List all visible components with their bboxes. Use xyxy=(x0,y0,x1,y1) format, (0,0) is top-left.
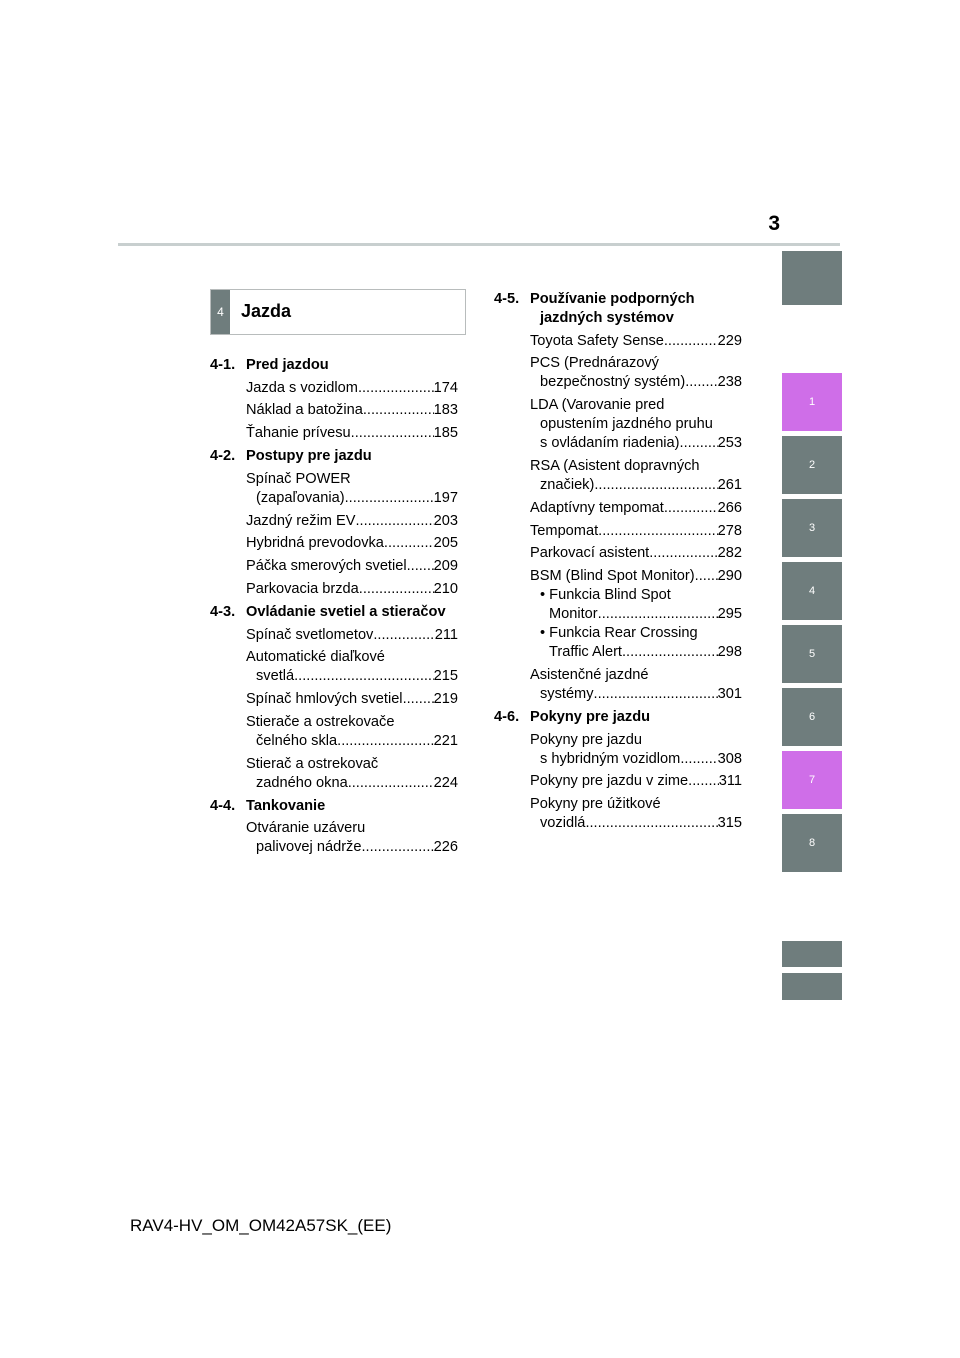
entry-title: Parkovací asistent xyxy=(530,545,650,562)
entry-title: Jazda s vozidlom xyxy=(246,379,358,396)
tab-5[interactable]: 5 xyxy=(782,625,842,683)
entry-title: Pokyny pre jazdu xyxy=(530,731,642,748)
section-number: 4-4. xyxy=(210,797,236,814)
entry-page: 205 xyxy=(433,535,458,552)
entry-title-cont: bezpečnostný systém) xyxy=(540,374,686,391)
entry-page: 215 xyxy=(433,668,458,685)
entry-page: 290 xyxy=(717,568,742,585)
toc-entry[interactable] xyxy=(494,354,742,392)
page-number: 3 xyxy=(768,212,780,235)
toc-entry[interactable] xyxy=(210,648,458,686)
entry-title: RSA (Asistent dopravných xyxy=(530,457,700,474)
entry-title: Ťahanie prívesu xyxy=(246,425,351,442)
entry-title-cont: opustením jazdného pruhu xyxy=(540,416,713,433)
toc-entry[interactable] xyxy=(210,470,458,508)
entry-page: 298 xyxy=(717,644,742,661)
entry-title: Tempomat xyxy=(530,522,599,539)
entry-title-cont: svetlá xyxy=(256,668,295,685)
entry-title-cont: s hybridným vozidlom xyxy=(540,750,681,767)
tab-blank-index-2[interactable] xyxy=(782,973,842,1000)
toc-entry[interactable] xyxy=(210,819,458,857)
entry-page: 183 xyxy=(433,402,458,419)
entry-title: Stierač a ostrekovač xyxy=(246,755,379,772)
entry-title-cont: vozidlá xyxy=(540,815,586,832)
toc-entry[interactable] xyxy=(210,534,458,553)
entry-bullet: • Funkcia Blind Spot xyxy=(540,587,671,604)
section-title: Ovládanie svetiel a stieračov xyxy=(246,603,446,620)
entry-title: Asistenčné jazdné xyxy=(530,666,649,683)
toc-entry[interactable] xyxy=(494,544,742,563)
toc-entry[interactable] xyxy=(210,755,458,793)
section-title: Pred jazdou xyxy=(246,356,329,373)
entry-title: Toyota Safety Sense xyxy=(530,332,664,349)
toc-section-4-2[interactable] xyxy=(210,447,458,466)
toc-entry[interactable] xyxy=(494,666,742,704)
entry-page: 185 xyxy=(433,425,458,442)
toc-entry[interactable] xyxy=(210,401,458,420)
toc-entry[interactable] xyxy=(494,731,742,769)
entry-title: Pokyny pre jazdu v zime xyxy=(530,773,689,790)
chapter-heading xyxy=(210,289,466,335)
entry-title: Spínač POWER xyxy=(246,470,351,487)
entry-page: 311 xyxy=(718,773,742,790)
entry-title-cont: značiek) xyxy=(540,476,595,493)
toc-entry[interactable] xyxy=(210,580,458,599)
entry-page: 261 xyxy=(717,476,742,493)
toc-left-column xyxy=(210,352,458,857)
section-number: 4-3. xyxy=(210,603,236,620)
entry-title: Páčka smerových svetiel xyxy=(246,558,407,575)
toc-entry[interactable] xyxy=(494,772,742,791)
tab-3[interactable]: 3 xyxy=(782,499,842,557)
entry-title: Náklad a batožina xyxy=(246,402,363,419)
entry-page: 197 xyxy=(433,489,458,506)
toc-section-4-4[interactable] xyxy=(210,797,458,816)
document-footer: RAV4-HV_OM_OM42A57SK_(EE) xyxy=(130,1216,392,1235)
toc-section-4-6[interactable] xyxy=(494,708,742,727)
tab-blank-top[interactable] xyxy=(782,251,842,305)
toc-entry[interactable] xyxy=(210,626,458,645)
entry-page: 315 xyxy=(717,815,742,832)
section-number: 4-2. xyxy=(210,447,236,464)
entry-page: 226 xyxy=(433,839,458,856)
entry-title: BSM (Blind Spot Monitor) xyxy=(530,568,695,585)
entry-title: Otváranie uzáveru xyxy=(246,820,366,837)
toc-right-column xyxy=(494,286,742,833)
toc-entry[interactable] xyxy=(494,332,742,351)
entry-title: Automatické diaľkové xyxy=(246,649,385,666)
tab-8[interactable]: 8 xyxy=(782,814,842,872)
entry-title: Pokyny pre úžitkové xyxy=(530,796,661,813)
tab-1[interactable]: 1 xyxy=(782,373,842,431)
entry-page: 209 xyxy=(433,558,458,575)
toc-entry[interactable] xyxy=(210,557,458,576)
section-title: Pokyny pre jazdu xyxy=(530,708,651,725)
entry-page: 224 xyxy=(433,774,458,791)
entry-title: Hybridná prevodovka xyxy=(246,535,384,552)
entry-title: Spínač svetlometov xyxy=(246,626,374,643)
entry-page: 301 xyxy=(717,685,742,702)
toc-section-4-3[interactable] xyxy=(210,603,458,622)
toc-entry[interactable] xyxy=(494,795,742,833)
tab-4[interactable]: 4 xyxy=(782,562,842,620)
entry-title-cont: (zapaľovania) xyxy=(256,489,345,506)
entry-page: 211 xyxy=(434,626,458,643)
toc-section-4-1[interactable] xyxy=(210,356,458,375)
entry-page: 278 xyxy=(717,522,742,539)
section-number: 4-1. xyxy=(210,356,236,373)
entry-page: 203 xyxy=(433,512,458,529)
entry-page: 266 xyxy=(717,499,742,516)
entry-title-cont: čelného skla xyxy=(256,732,338,749)
entry-title: LDA (Varovanie pred xyxy=(530,397,665,414)
toc-entry[interactable] xyxy=(210,713,458,751)
section-title: Postupy pre jazdu xyxy=(246,447,372,464)
section-number: 4-6. xyxy=(494,708,520,725)
entry-title: Stierače a ostrekovače xyxy=(246,713,395,730)
tab-blank-index-1[interactable] xyxy=(782,941,842,967)
entry-title: Adaptívny tempomat xyxy=(530,499,664,516)
entry-title: Parkovacia brzda xyxy=(246,580,359,597)
entry-page: 295 xyxy=(717,606,742,623)
entry-title: Jazdný režim EV xyxy=(246,512,356,529)
entry-title-cont: palivovej nádrže xyxy=(256,839,362,856)
entry-title: PCS (Prednárazový xyxy=(530,355,659,372)
tab-6[interactable]: 6 xyxy=(782,688,842,746)
section-number: 4-5. xyxy=(494,290,520,307)
entry-title-cont: systémy xyxy=(540,685,594,702)
entry-title: Spínač hmlových svetiel xyxy=(246,691,403,708)
tab-7[interactable]: 7 xyxy=(782,751,842,809)
header-rule xyxy=(118,243,840,246)
entry-bullet-cont: Traffic Alert xyxy=(549,644,622,661)
entry-page: 238 xyxy=(717,374,742,391)
entry-page: 219 xyxy=(433,691,458,708)
toc-entry[interactable] xyxy=(494,522,742,541)
entry-page: 221 xyxy=(433,732,458,749)
section-title: Používanie podporných xyxy=(530,290,695,307)
toc-section-4-5[interactable] xyxy=(494,290,742,328)
toc-entry[interactable] xyxy=(210,379,458,398)
toc-entry[interactable] xyxy=(494,499,742,518)
section-title-cont: jazdných systémov xyxy=(540,309,674,326)
toc-entry[interactable] xyxy=(494,396,742,453)
toc-entry[interactable] xyxy=(210,424,458,443)
entry-title-cont: zadného okna xyxy=(256,774,348,791)
entry-page: 308 xyxy=(717,750,742,767)
chapter-title: Jazda xyxy=(241,301,292,321)
entry-title-cont: s ovládaním riadenia) xyxy=(540,435,680,452)
entry-page: 210 xyxy=(433,580,458,597)
toc-entry[interactable] xyxy=(210,690,458,709)
entry-page: 282 xyxy=(717,545,742,562)
entry-page: 253 xyxy=(717,435,742,452)
toc-entry[interactable] xyxy=(494,567,742,662)
entry-page: 229 xyxy=(717,332,742,349)
entry-bullet-cont: Monitor xyxy=(549,606,598,623)
toc-entry[interactable] xyxy=(494,457,742,495)
toc-entry[interactable] xyxy=(210,512,458,531)
chapter-number: 4 xyxy=(211,290,230,334)
section-title: Tankovanie xyxy=(246,797,326,814)
tab-2[interactable]: 2 xyxy=(782,436,842,494)
entry-page: 174 xyxy=(433,379,458,396)
entry-bullet: • Funkcia Rear Crossing xyxy=(540,625,698,642)
